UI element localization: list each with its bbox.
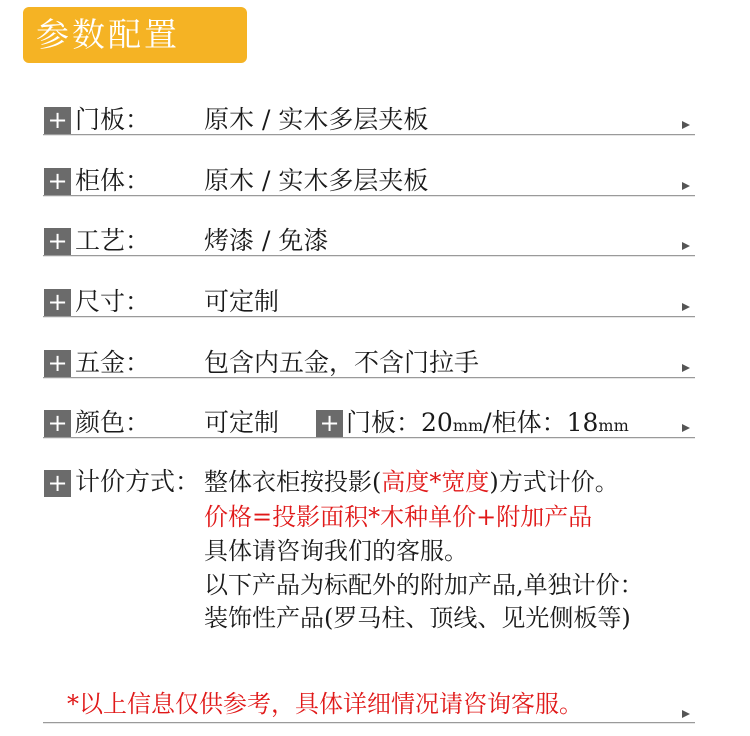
divider [43,722,695,723]
plus-icon: + [316,410,343,437]
plus-icon: + [44,289,71,316]
spec-label: 五金： [75,348,151,377]
spec-value: 原木 / 实木多层夹板 [204,105,429,134]
divider [43,255,695,256]
spec-label: 门板： [75,105,151,134]
arrow-right-icon [682,303,690,311]
spec-row-craft [0,221,750,281]
divider [43,195,695,196]
spec-value: 原木 / 实木多层夹板 [204,166,429,195]
pricing-line-1 [204,466,619,498]
plus-icon: + [44,410,71,437]
pricing-line-5: 装饰性产品(罗马柱、顶线、见光侧板等) [204,604,631,632]
spec-label: 工艺： [75,226,151,255]
spec-label: 颜色： [75,408,151,437]
spec-row-cabinet-body [0,161,750,221]
plus-icon: + [44,168,71,195]
disclaimer-note: *以上信息仅供参考，具体详细情况请咨询客服。 [67,690,583,718]
unit: mm [452,416,484,435]
pricing-label: 计价方式： [75,467,201,496]
spec-value: 烤漆 / 免漆 [204,226,329,255]
arrow-right-icon [682,424,690,432]
section-title: 参数配置 [36,15,180,54]
spec-label: 柜体： [75,166,151,195]
pricing-line-3: 具体请咨询我们的客服。 [204,537,468,565]
pricing-text: )方式计价。 [489,468,619,496]
spec-row-size [0,282,750,342]
plus-icon: + [44,107,71,134]
pricing-highlight: 高度*宽度 [381,468,490,496]
spec-value: 可定制 [204,408,280,437]
pricing-line-4: 以下产品为标配外的附加产品,单独计价： [204,571,644,599]
pricing-formula: 价格=投影面积*木种单价+附加产品 [204,503,593,531]
divider [43,316,695,317]
arrow-right-icon [682,710,690,718]
arrow-right-icon [682,182,690,190]
divider [43,377,695,378]
spec-row-color [0,403,750,463]
plus-icon: + [44,470,71,497]
unit: mm [598,416,629,435]
spec-value: 包含内五金，不含门拉手 [204,348,480,377]
spec-row-hardware [0,343,750,403]
thickness-label: 门板： [346,408,422,437]
spec-value: 可定制 [204,287,280,316]
plus-icon: + [44,228,71,255]
plus-icon: + [44,350,71,377]
divider [43,437,695,438]
divider [43,134,695,135]
cabinet-thickness: 18 [566,408,599,437]
arrow-right-icon [682,242,690,250]
door-thickness: 20 [421,408,453,437]
pricing-text: 整体衣柜按投影( [204,468,382,496]
cabinet-thickness-label: /柜体： [483,408,567,437]
arrow-right-icon [682,121,690,129]
arrow-right-icon [682,364,690,372]
spec-row-door-panel [0,100,750,160]
spec-label: 尺寸： [75,287,151,316]
